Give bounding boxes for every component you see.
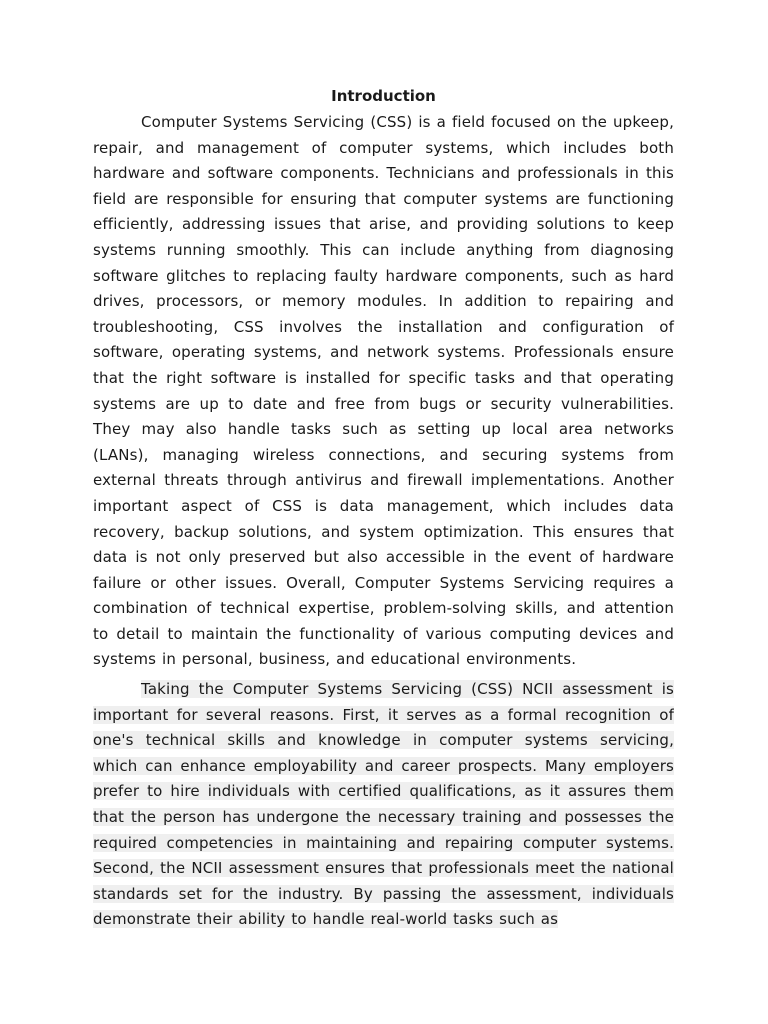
document-heading: Introduction — [331, 87, 436, 105]
paragraph-ncii-assessment — [93, 677, 674, 933]
highlighted-text: Taking the Computer Systems Servicing (CSS) NCII assessment is important for several reasons. First, it serves as a formal recognition of one's technical skills and knowledge in computer systems servicing, which can enhance employability and career prospects. Many employers prefer to hire individuals with certified qualifications, as it assures them that the person has undergone the necessary training and possesses the required competencies in maintaining and repairing computer systems. Second, the NCII assessment ensures that professionals meet the national standards set for the industry. By passing the assessment, individuals demonstrate their ability to handle real-world tasks such as — [93, 680, 674, 929]
document-page — [93, 84, 674, 933]
paragraph-introduction: Computer Systems Servicing (CSS) is a field focused on the upkeep, repair, and management of computer systems, which includes both hardware and software components. Technicians and professionals in this field are responsible for ensuring that computer systems are functioning efficiently, addressing issues that arise, and providing solutions to keep systems running smoothly. This can include anything from diagnosing software glitches to replacing faulty hardware components, such as hard drives, processors, or memory modules. In addition to repairing and troubleshooting, CSS involves the installation and configuration of software, operating systems, and network systems. Professionals ensure that the right software is installed for specific tasks and that operating systems are up to date and free from bugs or security vulnerabilities. They may also handle tasks such as setting up local area networks (LANs), managing wireless connections, and securing systems from external threats through antivirus and firewall implementations. Another important aspect of CSS is data management, which includes data recovery, backup solutions, and system optimization. This ensures that data is not only preserved but also accessible in the event of hardware failure or other issues. Overall, Computer Systems Servicing requires a combination of technical expertise, problem-solving skills, and attention to detail to maintain the functionality of various computing devices and systems in personal, business, and educational environments. — [93, 113, 674, 669]
